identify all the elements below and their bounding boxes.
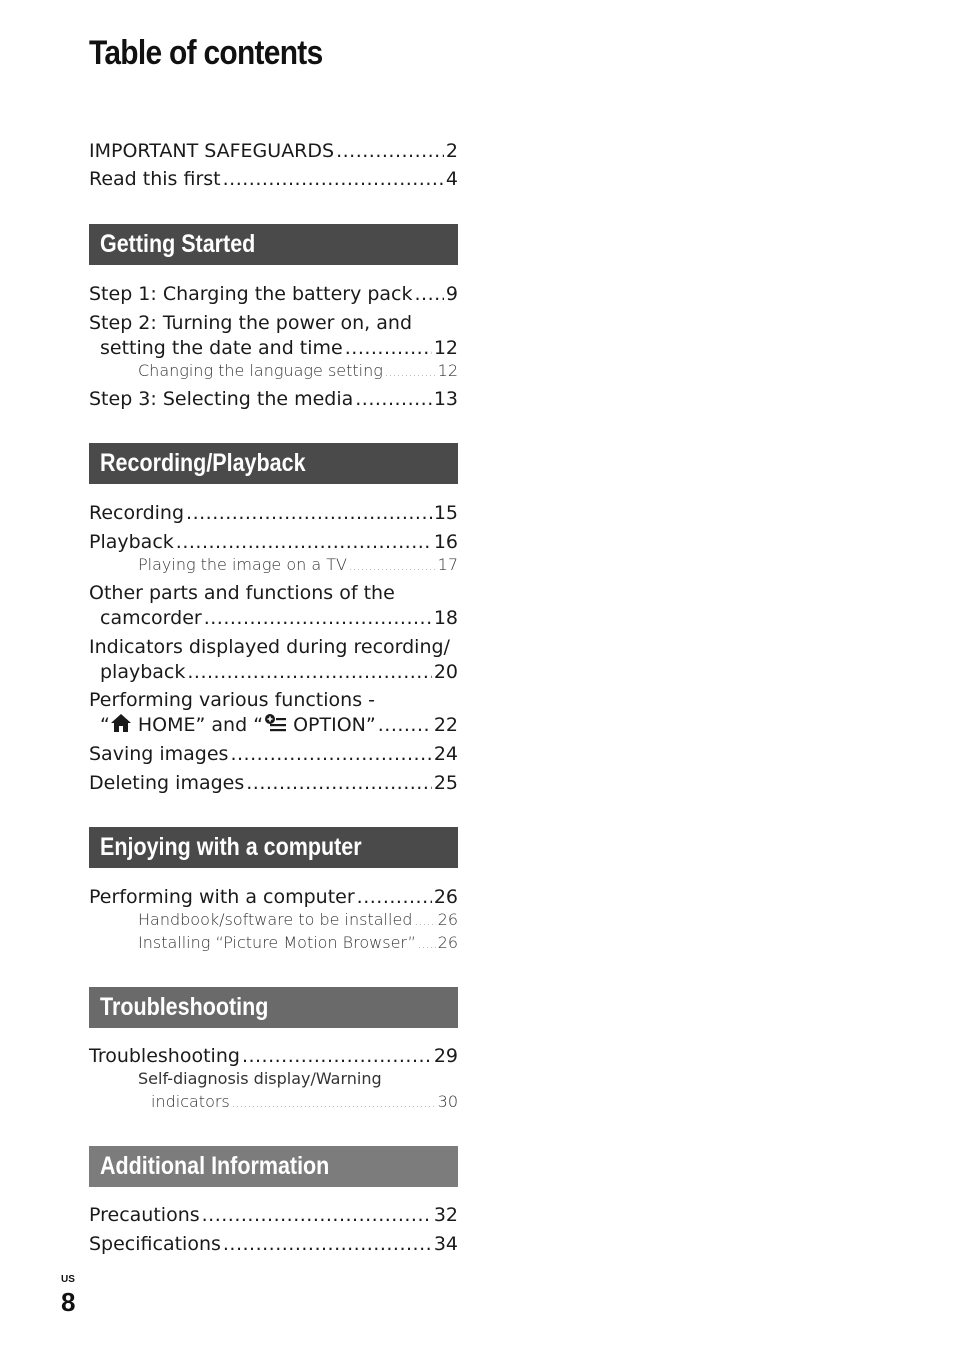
home-label: HOME” and “	[137, 714, 264, 736]
dot-leader	[242, 1044, 432, 1068]
toc-entry-important-safeguards[interactable]	[89, 139, 458, 163]
section-heading-label: Troubleshooting	[100, 993, 269, 1021]
toc-page-number: 18	[433, 607, 458, 629]
dot-leader	[246, 771, 432, 795]
toc-entry-step1[interactable]	[89, 282, 458, 306]
toc-entry-title: camcorder	[100, 607, 202, 629]
toc-page-number: 17	[437, 555, 458, 574]
toc-page-number: 29	[433, 1045, 458, 1067]
toc-page-number: 13	[433, 388, 458, 410]
toc-page-number: 26	[437, 910, 458, 929]
toc-entry-title: playback	[100, 661, 186, 683]
section-heading-label: Additional Information	[100, 1152, 330, 1180]
dot-leader	[223, 167, 444, 191]
toc-page-number: 12	[433, 337, 458, 359]
toc-entry-read-this-first[interactable]	[89, 167, 458, 191]
toc-subentry-tv[interactable]	[138, 555, 458, 577]
section-heading-additional	[89, 1146, 458, 1187]
toc-page-number: 2	[445, 140, 458, 162]
section-heading-computer	[89, 827, 458, 868]
section-heading-label: Enjoying with a computer	[100, 833, 362, 861]
toc-entry-title: Step 1: Charging the battery pack	[89, 283, 413, 305]
toc-entry-title: Deleting images	[89, 772, 245, 794]
toc-page-number: 25	[433, 772, 458, 794]
page-title: Table of contents	[89, 34, 323, 72]
toc-entry-indicators[interactable]	[100, 660, 458, 684]
section-heading-getting-started	[89, 224, 458, 265]
section-heading-label: Recording/Playback	[100, 449, 306, 477]
footer-region-code: US	[61, 1274, 75, 1285]
toc-entry-specifications[interactable]	[89, 1232, 458, 1256]
dot-leader	[418, 935, 436, 955]
dot-leader	[176, 530, 432, 554]
dot-leader	[186, 501, 432, 525]
toc-entry-title: Troubleshooting	[89, 1045, 240, 1067]
dot-leader	[204, 606, 432, 630]
option-label: OPTION”	[293, 714, 376, 736]
toc-entry-indicators-line1[interactable]: Indicators displayed during recording/	[89, 636, 450, 658]
toc-entry-title: Saving images	[89, 743, 229, 765]
toc-page-number: 26	[433, 886, 458, 908]
home-icon	[110, 713, 132, 739]
dot-leader	[349, 557, 436, 577]
toc-subentry-handbook[interactable]	[138, 910, 458, 932]
toc-entry-title: Installing “Picture Motion Browser”	[138, 933, 416, 952]
toc-entry-title: Read this first	[89, 168, 221, 190]
toc-entry-step2[interactable]	[100, 336, 458, 360]
toc-entry-recording[interactable]	[89, 501, 458, 525]
toc-entry-troubleshooting[interactable]	[89, 1044, 458, 1068]
toc-entry-saving[interactable]	[89, 742, 458, 766]
toc-entry-title: Changing the language setting	[138, 361, 383, 380]
dot-leader	[385, 363, 436, 383]
toc-page-number: 16	[433, 531, 458, 553]
dot-leader	[336, 139, 444, 163]
toc-page-number: 9	[445, 283, 458, 305]
toc-entry-playback[interactable]	[89, 530, 458, 554]
toc-page-number: 30	[437, 1092, 458, 1111]
toc-subentry-installing[interactable]	[138, 933, 458, 955]
toc-page-number: 24	[433, 743, 458, 765]
toc-page-number: 4	[445, 168, 458, 190]
toc-page-number: 34	[433, 1233, 458, 1255]
section-heading-label: Getting Started	[100, 230, 256, 258]
toc-entry-title: Playback	[89, 531, 174, 553]
toc-entry-step3[interactable]	[89, 387, 458, 411]
toc-entry-title: IMPORTANT SAFEGUARDS	[89, 140, 335, 162]
dot-leader	[345, 336, 432, 360]
dot-leader	[378, 713, 432, 737]
toc-entry-title: Step 3: Selecting the media	[89, 388, 354, 410]
section-heading-recording-playback	[89, 443, 458, 484]
section-heading-troubleshooting	[89, 987, 458, 1028]
toc-entry-functions[interactable]	[100, 713, 458, 739]
toc-entry-title: setting the date and time	[100, 337, 343, 359]
toc-entry-step2-line1[interactable]: Step 2: Turning the power on, and	[89, 312, 413, 334]
toc-entry-other-parts-line1[interactable]: Other parts and functions of the	[89, 582, 395, 604]
option-icon	[263, 713, 287, 739]
toc-page-number: 22	[433, 714, 458, 736]
toc-entry-precautions[interactable]	[89, 1203, 458, 1227]
dot-leader	[230, 742, 431, 766]
dot-leader	[223, 1232, 432, 1256]
toc-subentry-self-diagnosis-line1[interactable]: Self-diagnosis display/Warning	[138, 1069, 382, 1088]
dot-leader	[357, 885, 432, 909]
toc-subentry-self-diagnosis[interactable]	[151, 1092, 458, 1114]
toc-page-number: 20	[433, 661, 458, 683]
toc-entry-title: Performing with a computer	[89, 886, 355, 908]
toc-entry-title: Specifications	[89, 1233, 221, 1255]
toc-entry-deleting[interactable]	[89, 771, 458, 795]
toc-entry-title: Recording	[89, 502, 185, 524]
toc-entry-title	[100, 713, 376, 739]
toc-page-number: 12	[437, 361, 458, 380]
dot-leader	[202, 1203, 432, 1227]
quote-mark: “	[100, 714, 110, 736]
toc-page-number: 26	[437, 933, 458, 952]
dot-leader	[355, 387, 432, 411]
toc-page-number: 15	[433, 502, 458, 524]
toc-entry-title: Handbook/software to be installed	[138, 910, 413, 929]
footer-page-number: 8	[61, 1287, 76, 1317]
toc-entry-functions-line1[interactable]: Performing various functions -	[89, 689, 375, 711]
toc-entry-title: Precautions	[89, 1204, 200, 1226]
dot-leader	[414, 912, 435, 932]
toc-subentry-language[interactable]	[138, 361, 458, 383]
dot-leader	[232, 1094, 436, 1114]
dot-leader	[415, 282, 444, 306]
toc-entry-performing-computer[interactable]	[89, 885, 458, 909]
toc-entry-other-parts[interactable]	[100, 606, 458, 630]
dot-leader	[187, 660, 431, 684]
toc-page-number: 32	[433, 1204, 458, 1226]
toc-entry-title: indicators	[151, 1092, 230, 1111]
toc-entry-title: Playing the image on a TV	[138, 555, 347, 574]
